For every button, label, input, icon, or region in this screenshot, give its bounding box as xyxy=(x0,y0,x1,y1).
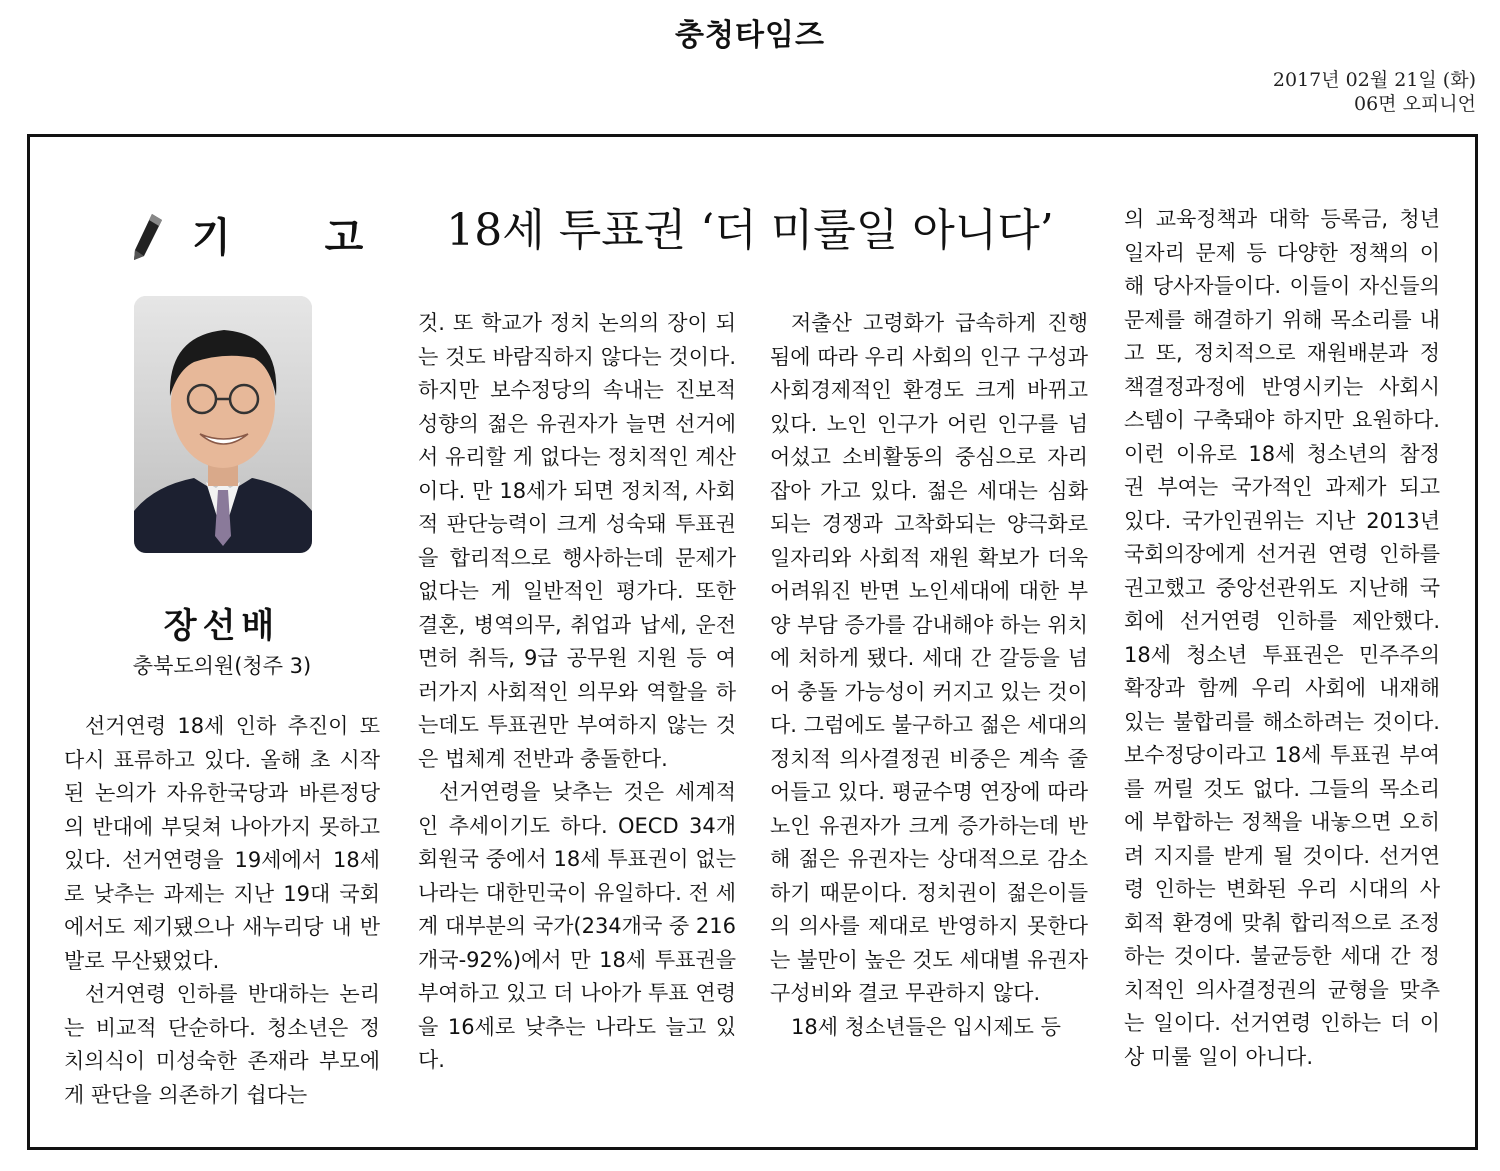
paragraph: 저출산 고령화가 급속하게 진행됨에 따라 우리 사회의 인구 구성과 사회경제적인 환경도 크게 바뀌고 있다. 노인 인구가 어린 인구를 넘어섰고 소비활동의 중심으로 자리잡아 가고 있다. 젊은 세대는 심화되는 경쟁과 고착화되는 양극화로 일자리와 사회적 재원 확보가 더욱 어려워진 반면 노인세대에 대한 부양 부담 증가를 감내해야 하는 위치에 처하게 됐다. 세대 간 갈등을 넘어 충돌 가능성이 커지고 있는 것이다. 그럼에도 불구하고 젊은 세대의 정치적 의사결정권 비중은 계속 줄어들고 있다. 평균수명 연장에 따라 노인 유권자가 크게 증가하는데 반해 젊은 유권자는 상대적으로 감소하기 때문이다. 정치권이 젊은이들의 의사를 제대로 반영하지 못한다는 불만이 높은 것도 세대별 유권자 구성비와 결코 무관하지 않다. xyxy=(770,311,1088,1005)
headline: 18세 투표권 ‘더 미룰일 아니다’ xyxy=(446,205,1054,256)
article-column-4 xyxy=(1124,203,1440,1074)
author-title: 충북도의원(청주 3) xyxy=(132,654,312,678)
article-column-1 xyxy=(64,710,380,1112)
paragraph: 의 교육정책과 대학 등록금, 청년 일자리 문제 등 다양한 정책의 이해 당사자들이다. 이들이 자신들의 문제를 해결하기 위해 목소리를 내고 또, 정치적으로 재원배분과 정책결정과정에 반영시키는 사회시스템이 구축돼야 하지만 요원하다. 이런 이유로 18세 청소년의 참정권 부여는 국가적인 과제가 되고 있다. 국가인권위는 지난 2013년 국회의장에게 선거권 연령 인하를 권고했고 중앙선관위도 지난해 국회에 선거연령 인하를 제안했다. 18세 청소년 투표권은 민주주의 확장과 함께 우리 사회에 내재해 있는 불합리를 해소하려는 것이다. 보수정당이라고 18세 투표권 부여를 꺼릴 것도 없다. 그들의 목소리에 부합하는 정책을 내놓으면 오히려 지지를 받게 될 것이다. 선거연령 인하는 변화된 우리 시대의 사회적 환경에 맞춰 합리적으로 조정하는 것이다. 불균등한 세대 간 정치적인 의사결정권의 균형을 맞추는 일이다. 선거연령 인하는 더 이상 미룰 일이 아니다. xyxy=(1124,207,1440,1069)
paragraph: 선거연령을 낮추는 것은 세계적인 추세이기도 하다. OECD 34개 회원국 중에서 18세 투표권이 없는 나라는 대한민국이 유일하다. 전 세계 대부분의 국가(234개국 중 216개국-92%)에서 만 18세 투표권을 부여하고 있고 더 나아가 투표 연령을 16세로 낮추는 나라도 늘고 있다. xyxy=(418,780,736,1072)
newspaper-masthead: 충청타임즈 xyxy=(675,18,825,53)
pencil-icon xyxy=(130,212,164,262)
publication-date: 2017년 02월 21일 (화) xyxy=(1272,69,1476,91)
paragraph: 18세 청소년들은 입시제도 등 xyxy=(791,1014,1061,1039)
column-label xyxy=(130,204,404,264)
page-section: 06면 오피니언 xyxy=(1354,93,1476,115)
author-portrait xyxy=(134,296,312,553)
column-label-text: 기 고 xyxy=(192,214,404,261)
article-column-2 xyxy=(418,307,736,1078)
paragraph: 선거연령 18세 인하 추진이 또 다시 표류하고 있다. 올해 초 시작된 논의가 자유한국당과 바른정당의 반대에 부딪쳐 나아가지 못하고 있다. 선거연령을 19세에서 18세로 낮추는 과제는 지난 19대 국회에서도 제기됐으나 새누리당 내 반발로 무산됐었다. xyxy=(64,714,380,973)
author-name: 장선배 xyxy=(163,606,281,646)
paragraph: 선거연령 인하를 반대하는 논리는 비교적 단순하다. 청소년은 정치의식이 미성숙한 존재라 부모에게 판단을 의존하기 쉽다는 xyxy=(64,982,380,1107)
dateline xyxy=(1273,68,1476,116)
paragraph: 것. 또 학교가 정치 논의의 장이 되는 것도 바람직하지 않다는 것이다. 하지만 보수정당의 속내는 진보적 성향의 젊은 유권자가 늘면 선거에서 유리할 게 없다는 정치적인 계산이다. 만 18세가 되면 정치적, 사회적 판단능력이 크게 성숙돼 투표권을 합리적으로 행사하는데 문제가 없다는 게 일반적인 평가다. 또한 결혼, 병역의무, 취업과 납세, 운전면허 취득, 9급 공무원 지원 등 여러가지 사회적인 의무와 역할을 하는데도 투표권만 부여하지 않는 것은 법체계 전반과 충돌한다. xyxy=(418,311,736,771)
article-column-3 xyxy=(770,307,1088,1044)
